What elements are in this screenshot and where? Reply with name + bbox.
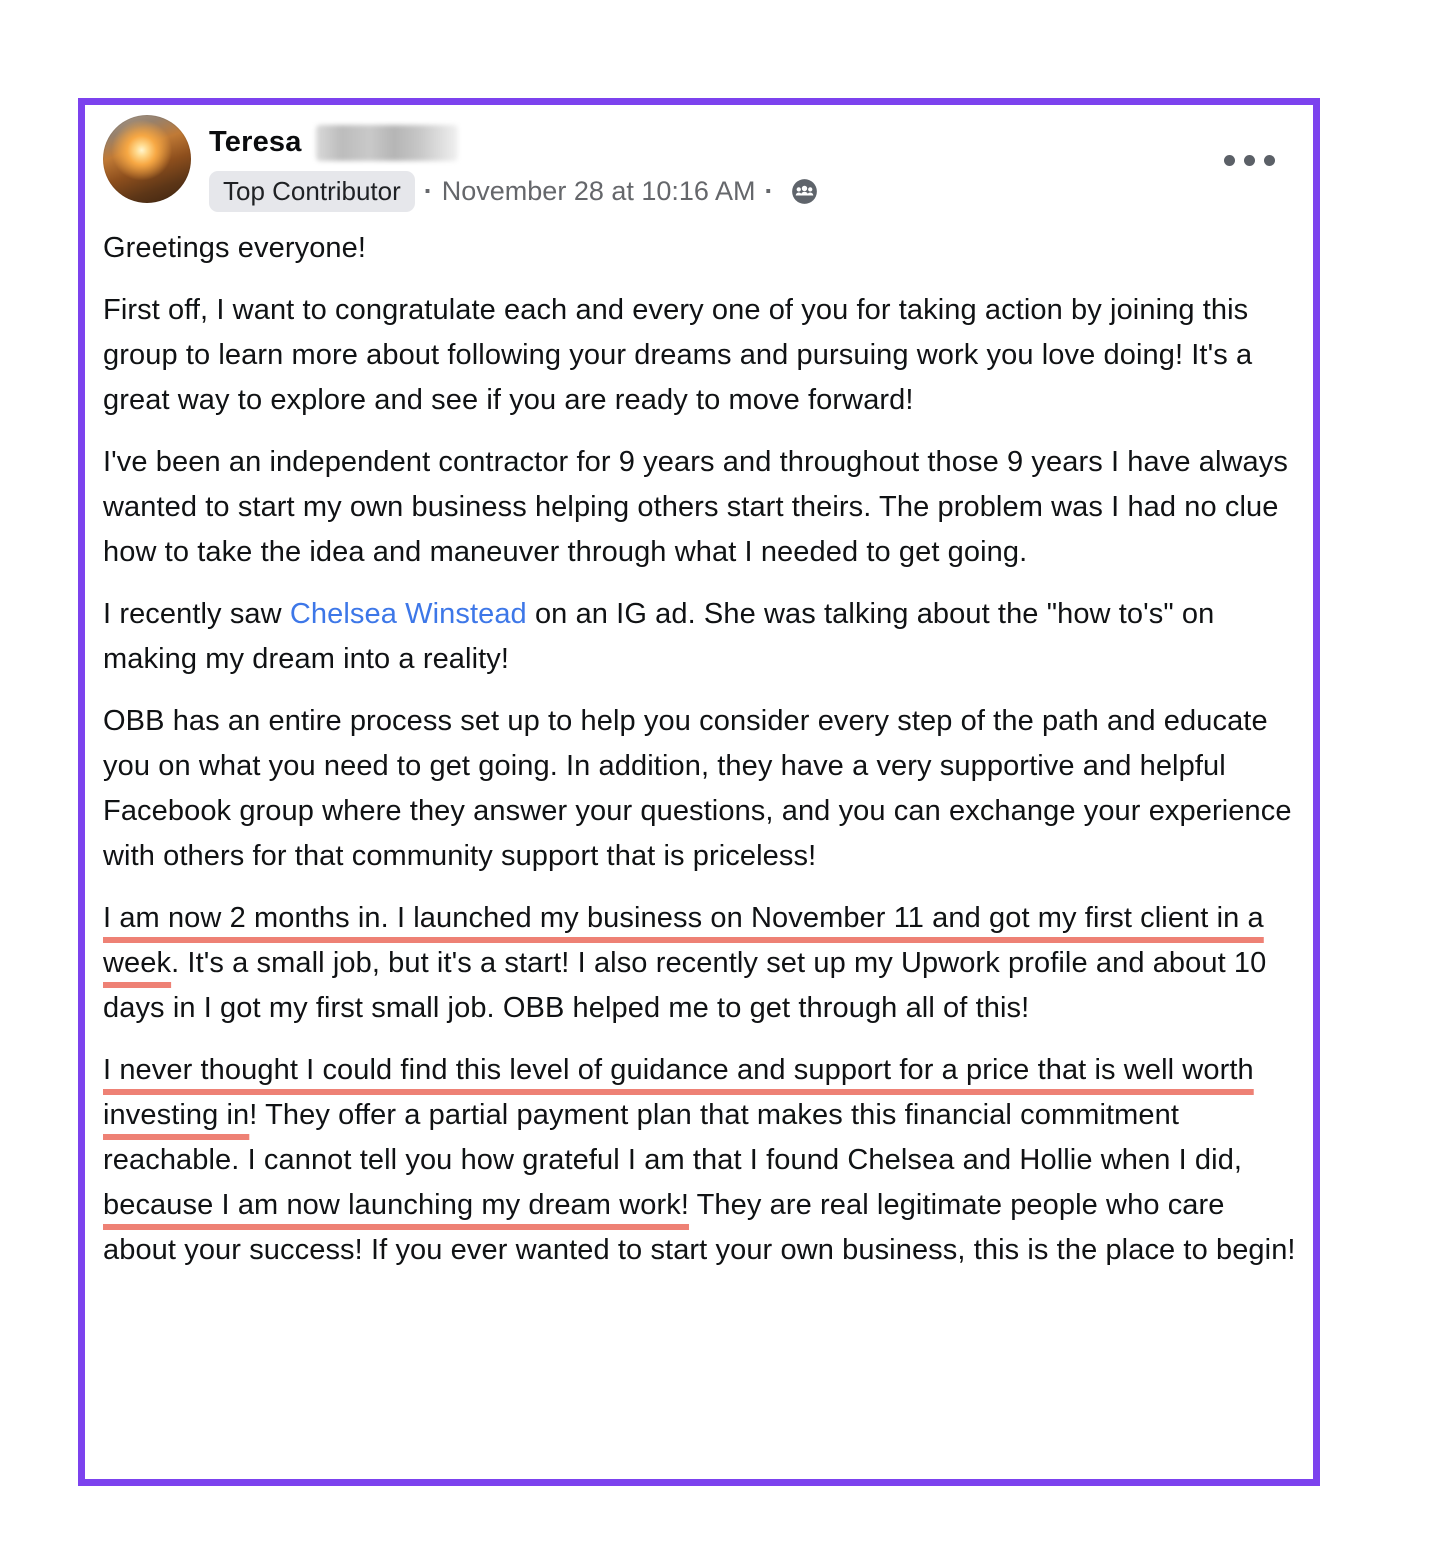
- text-segment: OBB has an entire process set up to help you consider every step of the path and educate you on what you need to get going. In addition, they have a very supportive and helpful Facebook group where they answer your questions, and you can exchange your experience with others for that community support that is priceless!: [103, 705, 1292, 872]
- meta-separator: ·: [423, 176, 433, 206]
- more-options-icon: [1264, 155, 1275, 166]
- post-paragraph: [103, 288, 1299, 423]
- post-paragraph: [103, 699, 1299, 879]
- meta-separator: ·: [764, 176, 774, 206]
- text-segment: on an IG ad. She was talking about the "how to's" on making my dream into a reality!: [103, 598, 1215, 675]
- more-options-button[interactable]: [1214, 133, 1303, 176]
- more-options-icon: [1244, 155, 1255, 166]
- name-row: [209, 123, 1214, 161]
- post-paragraph: [103, 226, 1299, 271]
- top-contributor-badge: Top Contributor: [209, 171, 415, 212]
- text-segment: . It's a small job, but it's a start! I also recently set up my Upwork profile and about 10 days in I got my first small job. OBB helped me to get through all of this!: [103, 947, 1267, 1024]
- post-body: [103, 226, 1303, 1273]
- highlighted-text: I never thought I could find this level of guidance and support for a price that is well worth investing in: [103, 1054, 1254, 1131]
- text-segment: I recently saw: [103, 598, 290, 630]
- text-segment: I've been an independent contractor for 9 years and throughout those 9 years I have always wanted to start my own business helping others start theirs. The problem was I had no clue how to take the idea and maneuver through what I needed to get going.: [103, 446, 1288, 568]
- more-options-icon: [1224, 155, 1235, 166]
- text-segment: Greetings everyone!: [103, 232, 367, 264]
- text-segment: ! They offer a partial payment plan that makes this financial commitment reachable. I cannot tell you how grateful I am that I found Chelsea and Hollie when I did,: [103, 1099, 1243, 1176]
- post-card: [78, 98, 1320, 1486]
- highlighted-text: because I am now launching my dream work!: [103, 1189, 689, 1221]
- header-info: [209, 115, 1214, 212]
- post-paragraph: [103, 896, 1299, 1031]
- post-header: [103, 115, 1303, 212]
- profile-link[interactable]: Chelsea Winstead: [289, 598, 527, 630]
- post-timestamp[interactable]: November 28 at 10:16 AM: [441, 176, 756, 206]
- avatar[interactable]: [103, 115, 191, 203]
- group-privacy-icon: [791, 178, 818, 205]
- redacted-last-name: [316, 125, 458, 161]
- post-paragraph: [103, 1048, 1299, 1273]
- text-segment: They are real legitimate people who care about your success! If you ever wanted to start your own business, this is the place to begin!: [103, 1189, 1296, 1266]
- author-name[interactable]: Teresa: [209, 125, 302, 158]
- post-paragraph: [103, 592, 1299, 682]
- text-segment: First off, I want to congratulate each and every one of you for taking action by joining this group to learn more about following your dreams and pursuing work you love doing! It's a great way to explore and see if you are ready to move forward!: [103, 294, 1253, 416]
- meta-row: [209, 171, 1214, 212]
- highlighted-text: I am now 2 months in. I launched my business on November 11 and got my first client in a week: [103, 902, 1264, 979]
- post-paragraph: [103, 440, 1299, 575]
